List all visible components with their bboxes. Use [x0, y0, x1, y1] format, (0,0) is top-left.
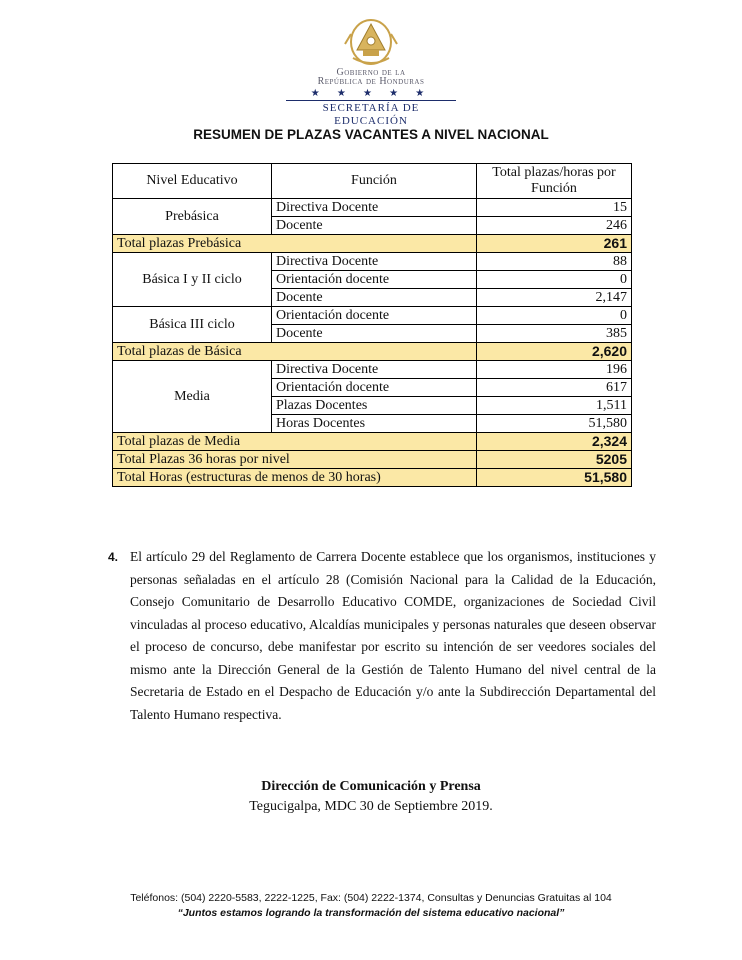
total-value: 2,324 — [477, 433, 632, 451]
valor-cell: 0 — [477, 271, 632, 289]
valor-cell: 2,147 — [477, 289, 632, 307]
letterhead — [0, 14, 742, 128]
secretaria-label: SECRETARÍA DE EDUCACIÓN — [286, 100, 456, 128]
header-total: Total plazas/horas por Función — [477, 164, 632, 199]
nivel-basica-3: Básica III ciclo — [113, 307, 272, 343]
table-row — [113, 361, 632, 379]
funcion-cell: Directiva Docente — [272, 199, 477, 217]
valor-cell: 15 — [477, 199, 632, 217]
signature-dept: Dirección de Comunicación y Prensa — [261, 779, 481, 794]
total-label: Total Horas (estructuras de menos de 30 horas) — [113, 469, 477, 487]
valor-cell: 88 — [477, 253, 632, 271]
header-nivel: Nivel Educativo — [113, 164, 272, 199]
table-row — [113, 199, 632, 217]
funcion-cell: Directiva Docente — [272, 361, 477, 379]
total-value: 51,580 — [477, 469, 632, 487]
funcion-cell: Orientación docente — [272, 307, 477, 325]
funcion-cell: Orientación docente — [272, 271, 477, 289]
total-row-36-horas — [113, 451, 632, 469]
valor-cell: 51,580 — [477, 415, 632, 433]
total-row-prebasica — [113, 235, 632, 253]
funcion-cell: Horas Docentes — [272, 415, 477, 433]
page-footer — [0, 891, 742, 921]
funcion-cell: Orientación docente — [272, 379, 477, 397]
funcion-cell: Docente — [272, 289, 477, 307]
honduras-seal-icon — [341, 14, 401, 68]
total-value: 5205 — [477, 451, 632, 469]
table-row — [113, 253, 632, 271]
signature-block — [0, 777, 742, 817]
total-row-basica — [113, 343, 632, 361]
funcion-cell: Plazas Docentes — [272, 397, 477, 415]
footer-contact: Teléfonos: (504) 2220-5583, 2222-1225, Fax: (504) 2222-1374, Consultas y Denuncias Gratuitas al 104 — [130, 892, 612, 904]
valor-cell: 196 — [477, 361, 632, 379]
valor-cell: 246 — [477, 217, 632, 235]
total-label: Total plazas Prebásica — [113, 235, 477, 253]
page-title: RESUMEN DE PLAZAS VACANTES A NIVEL NACIONAL — [193, 127, 549, 142]
total-row-media — [113, 433, 632, 451]
gov-line-2: República de Honduras — [317, 76, 425, 87]
nivel-prebasica: Prebásica — [113, 199, 272, 235]
gov-line-1: Gobierno de la — [336, 67, 406, 78]
total-label: Total plazas de Media — [113, 433, 477, 451]
stars-icon: ★ ★ ★ ★ ★ — [310, 88, 432, 99]
valor-cell: 385 — [477, 325, 632, 343]
signature-place-date: Tegucigalpa, MDC 30 de Septiembre 2019. — [249, 799, 493, 814]
nivel-media: Media — [113, 361, 272, 433]
valor-cell: 617 — [477, 379, 632, 397]
paragraph-text: El artículo 29 del Reglamento de Carrera Docente establece que los organismos, instituciones y personas señaladas en el artículo 28 (Comisión Nacional para la Calidad de la Educación, Consejo Comunitario de Desarrollo Educativo COMDE, organizaciones de Sociedad Civil vinculadas al proceso educativo, Alcaldías municipales y personas naturales que deseen observar el proceso de concurso, debe manifestar por escrito su intención de ser veedores sociales del mismo ante la Dirección General de la Gestión de Talento Humano del nivel central de la Secretaria de Estado en el Despacho de Educación y/o ante la Subdirección Departamental del Talento Humano respectiva. — [130, 549, 656, 722]
funcion-cell: Docente — [272, 325, 477, 343]
table-row — [113, 307, 632, 325]
vacancies-table — [112, 163, 632, 487]
paragraph-4 — [108, 546, 656, 726]
header-funcion: Función — [272, 164, 477, 199]
table-header-row — [113, 164, 632, 199]
nivel-basica-1-2: Básica I y II ciclo — [113, 253, 272, 307]
list-marker: 4. — [108, 550, 119, 564]
funcion-cell: Docente — [272, 217, 477, 235]
total-row-horas — [113, 469, 632, 487]
total-value: 2,620 — [477, 343, 632, 361]
funcion-cell: Directiva Docente — [272, 253, 477, 271]
total-label: Total plazas de Básica — [113, 343, 477, 361]
footer-slogan: “Juntos estamos logrando la transformación del sistema educativo nacional” — [177, 907, 565, 919]
total-label: Total Plazas 36 horas por nivel — [113, 451, 477, 469]
valor-cell: 1,511 — [477, 397, 632, 415]
valor-cell: 0 — [477, 307, 632, 325]
total-value: 261 — [477, 235, 632, 253]
